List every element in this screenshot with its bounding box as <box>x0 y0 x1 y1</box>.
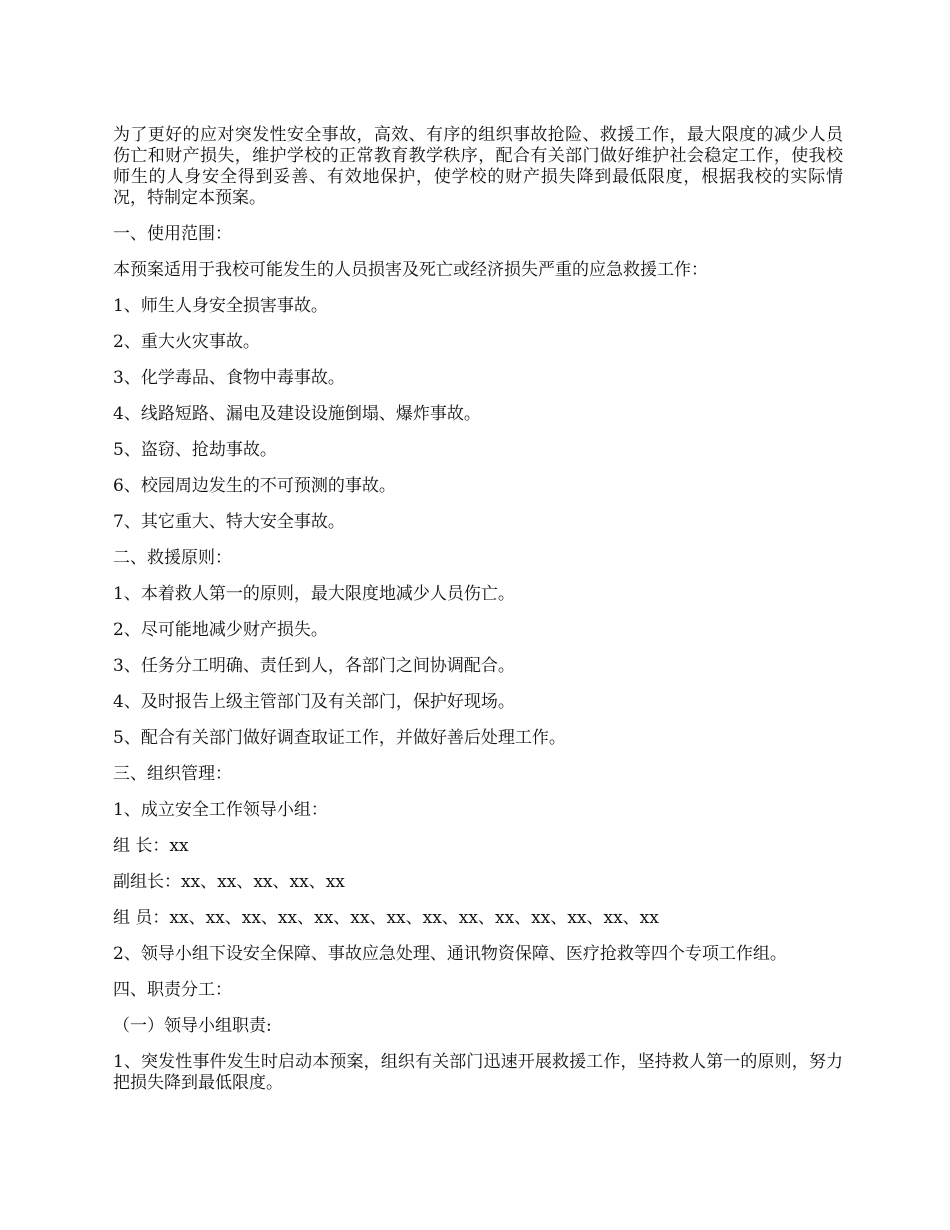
scope-item: 1、师生人身安全损害事故。 <box>113 296 328 316</box>
principle-item: 1、本着救人第一的原则，最大限度地减少人员伤亡。 <box>113 584 515 604</box>
org-item: 1、成立安全工作领导小组： <box>113 800 328 820</box>
scope-item: 3、化学毒品、食物中毒事故。 <box>113 368 345 388</box>
group-leader: 组 长：xx <box>113 836 189 856</box>
principle-item: 3、任务分工明确、责任到人，各部门之间协调配合。 <box>113 656 515 676</box>
intro-paragraph: 为了更好的应对突发性安全事故，高效、有序的组织事故抢险、救援工作，最大限度的减少人员伤亡和财产损失，维护学校的正常教育教学秩序，配合有关部门做好维护社会稳定工作，使我校师生的人身安全得到妥善、有效地保护，使学校的财产损失降到最低限度，根据我校的实际情况，特制定本预案。 <box>113 125 843 208</box>
scope-intro: 本预案适用于我校可能发生的人员损害及死亡或经济损失严重的应急救援工作： <box>113 260 708 280</box>
group-members: 组 员：xx、xx、xx、xx、xx、xx、xx、xx、xx、xx、xx、xx、xx、xx <box>113 908 659 928</box>
scope-item: 4、线路短路、漏电及建设设施倒塌、爆炸事故。 <box>113 404 481 424</box>
subsection-heading: （一）领导小组职责: <box>113 1016 272 1036</box>
scope-item: 2、重大火灾事故。 <box>113 332 260 352</box>
section-heading-duties: 四、职责分工： <box>113 980 232 1000</box>
document-body <box>113 125 843 1094</box>
principle-item: 5、配合有关部门做好调查取证工作，并做好善后处理工作。 <box>113 728 566 748</box>
scope-item: 5、盗窃、抢劫事故。 <box>113 440 277 460</box>
principle-item: 4、及时报告上级主管部门及有关部门，保护好现场。 <box>113 692 515 712</box>
group-deputy: 副组长：xx、xx、xx、xx、xx <box>113 872 345 892</box>
section-heading-principles: 二、救援原则： <box>113 548 232 568</box>
duty-item: 1、突发性事件发生时启动本预案，组织有关部门迅速开展救援工作，坚持救人第一的原则，努力把损失降到最低限度。 <box>113 1052 843 1093</box>
section-heading-scope: 一、使用范围： <box>113 224 232 244</box>
scope-item: 7、其它重大、特大安全事故。 <box>113 512 345 532</box>
scope-item: 6、校园周边发生的不可预测的事故。 <box>113 476 396 496</box>
section-heading-organization: 三、组织管理： <box>113 764 232 784</box>
principle-item: 2、尽可能地减少财产损失。 <box>113 620 328 640</box>
org-item: 2、领导小组下设安全保障、事故应急处理、通讯物资保障、医疗抢救等四个专项工作组。 <box>113 944 787 964</box>
